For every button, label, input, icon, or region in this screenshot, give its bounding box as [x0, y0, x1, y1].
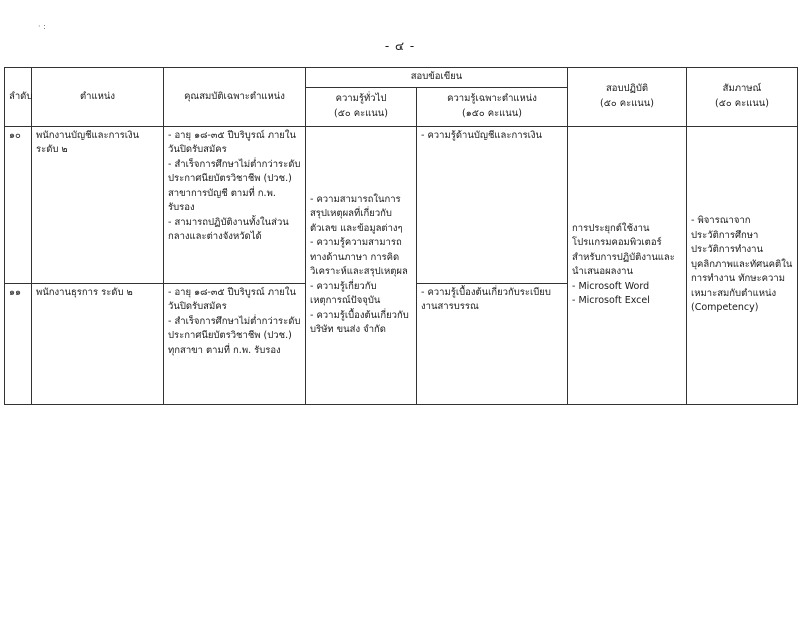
general-knowledge-cell [306, 126, 417, 404]
qualification-item: - สำเร็จการศึกษาไม่ต่ำกว่าระดับประกาศนียบัตรวิชาชีพ (ปวช.) สาขาการบัญชี ตามที่ ก.พ. รับรอง [168, 158, 301, 213]
qualification-item: - สำเร็จการศึกษาไม่ต่ำกว่าระดับประกาศนียบัตรวิชาชีพ (ปวช.) ทุกสาขา ตามที่ ก.พ. รับรอง [168, 315, 301, 356]
general-knowledge-title: ความรู้ทั่วไป [335, 93, 387, 104]
general-knowledge-item: - ความรู้ความสามารถทางด้านภาษา การคิดวิเคราะห์และสรุปเหตุผล [310, 237, 408, 277]
specific-knowledge-cell [417, 126, 568, 283]
general-knowledge-item: - ความสามารถในการสรุปเหตุผลที่เกี่ยวกับตัวเลข และข้อมูลต่างๆ [310, 193, 403, 234]
practical-exam-cell [568, 126, 687, 404]
interview-cell [687, 126, 798, 404]
practical-exam-item: การประยุกต์ใช้งานโปรแกรมคอมพิวเตอร์สำหรับการปฏิบัติงานและนำเสนอผลงาน [572, 222, 675, 277]
specific-knowledge-item: - ความรู้ด้านบัญชีและการเงิน [421, 129, 543, 141]
qualification-item: - สามารถปฏิบัติงานทั้งในส่วนกลางและต่างจังหวัดได้ [168, 216, 289, 242]
practical-exam-title: สอบปฏิบัติ [605, 83, 649, 95]
page-number: - ๔ - [384, 39, 416, 53]
practical-exam-item: - Microsoft Excel [572, 295, 650, 306]
specific-knowledge-title: ความรู้เฉพาะตำแหน่ง [447, 93, 537, 104]
general-knowledge-item: - ความรู้เบื้องต้นเกี่ยวกับบริษัท ขนส่ง จำกัด [310, 309, 409, 335]
scan-speck: · : [38, 22, 46, 31]
specific-knowledge-item: - ความรู้เบื้องต้นเกี่ยวกับระเบียบงานสารบรรณ [421, 286, 551, 312]
general-knowledge-score: (๕๐ คะแนน) [334, 107, 388, 119]
row-number: ๑๑ [5, 283, 32, 404]
specific-knowledge-cell [417, 283, 568, 404]
header-specific-knowledge [417, 87, 568, 126]
header-no: ลำดับ [5, 68, 32, 127]
header-practical-exam [568, 68, 687, 127]
interview-title: สัมภาษณ์ [722, 83, 762, 95]
header-general-knowledge [306, 87, 417, 126]
header-qualifications: คุณสมบัติเฉพาะตำแหน่ง [164, 68, 306, 127]
header-interview [687, 68, 798, 127]
practical-exam-item: - Microsoft Word [572, 280, 650, 292]
header-position: ตำแหน่ง [32, 68, 164, 127]
qualification-item: - อายุ ๑๘-๓๕ ปีบริบูรณ์ ภายในวันปิดรับสมัคร [168, 286, 296, 312]
recruitment-table [4, 67, 798, 405]
position-name: พนักงานธุรการ ระดับ ๒ [32, 283, 164, 404]
position-name: พนักงานบัญชีและการเงิน ระดับ ๒ [32, 126, 164, 283]
table-row [5, 126, 798, 283]
specific-knowledge-score: (๑๕๐ คะแนน) [461, 107, 523, 119]
general-knowledge-item: - ความรู้เกี่ยวกับเหตุการณ์ปัจจุบัน [310, 280, 381, 306]
interview-score: (๕๐ คะแนน) [715, 97, 770, 109]
qualifications-cell [164, 126, 306, 283]
practical-exam-score: (๕๐ คะแนน) [600, 97, 655, 109]
interview-text: - พิจารณาจากประวัติการศึกษา ประวัติการทำงานบุคลิกภาพและทัศนคติในการทำงาน ทักษะความเหมาะสมกับตำแหน่ง (Competency) [691, 215, 793, 314]
qualification-item: - อายุ ๑๘-๓๕ ปีบริบูรณ์ ภายในวันปิดรับสมัคร [168, 129, 296, 155]
row-number: ๑๐ [5, 126, 32, 283]
header-written-exam: สอบข้อเขียน [306, 68, 568, 88]
qualifications-cell [164, 283, 306, 404]
